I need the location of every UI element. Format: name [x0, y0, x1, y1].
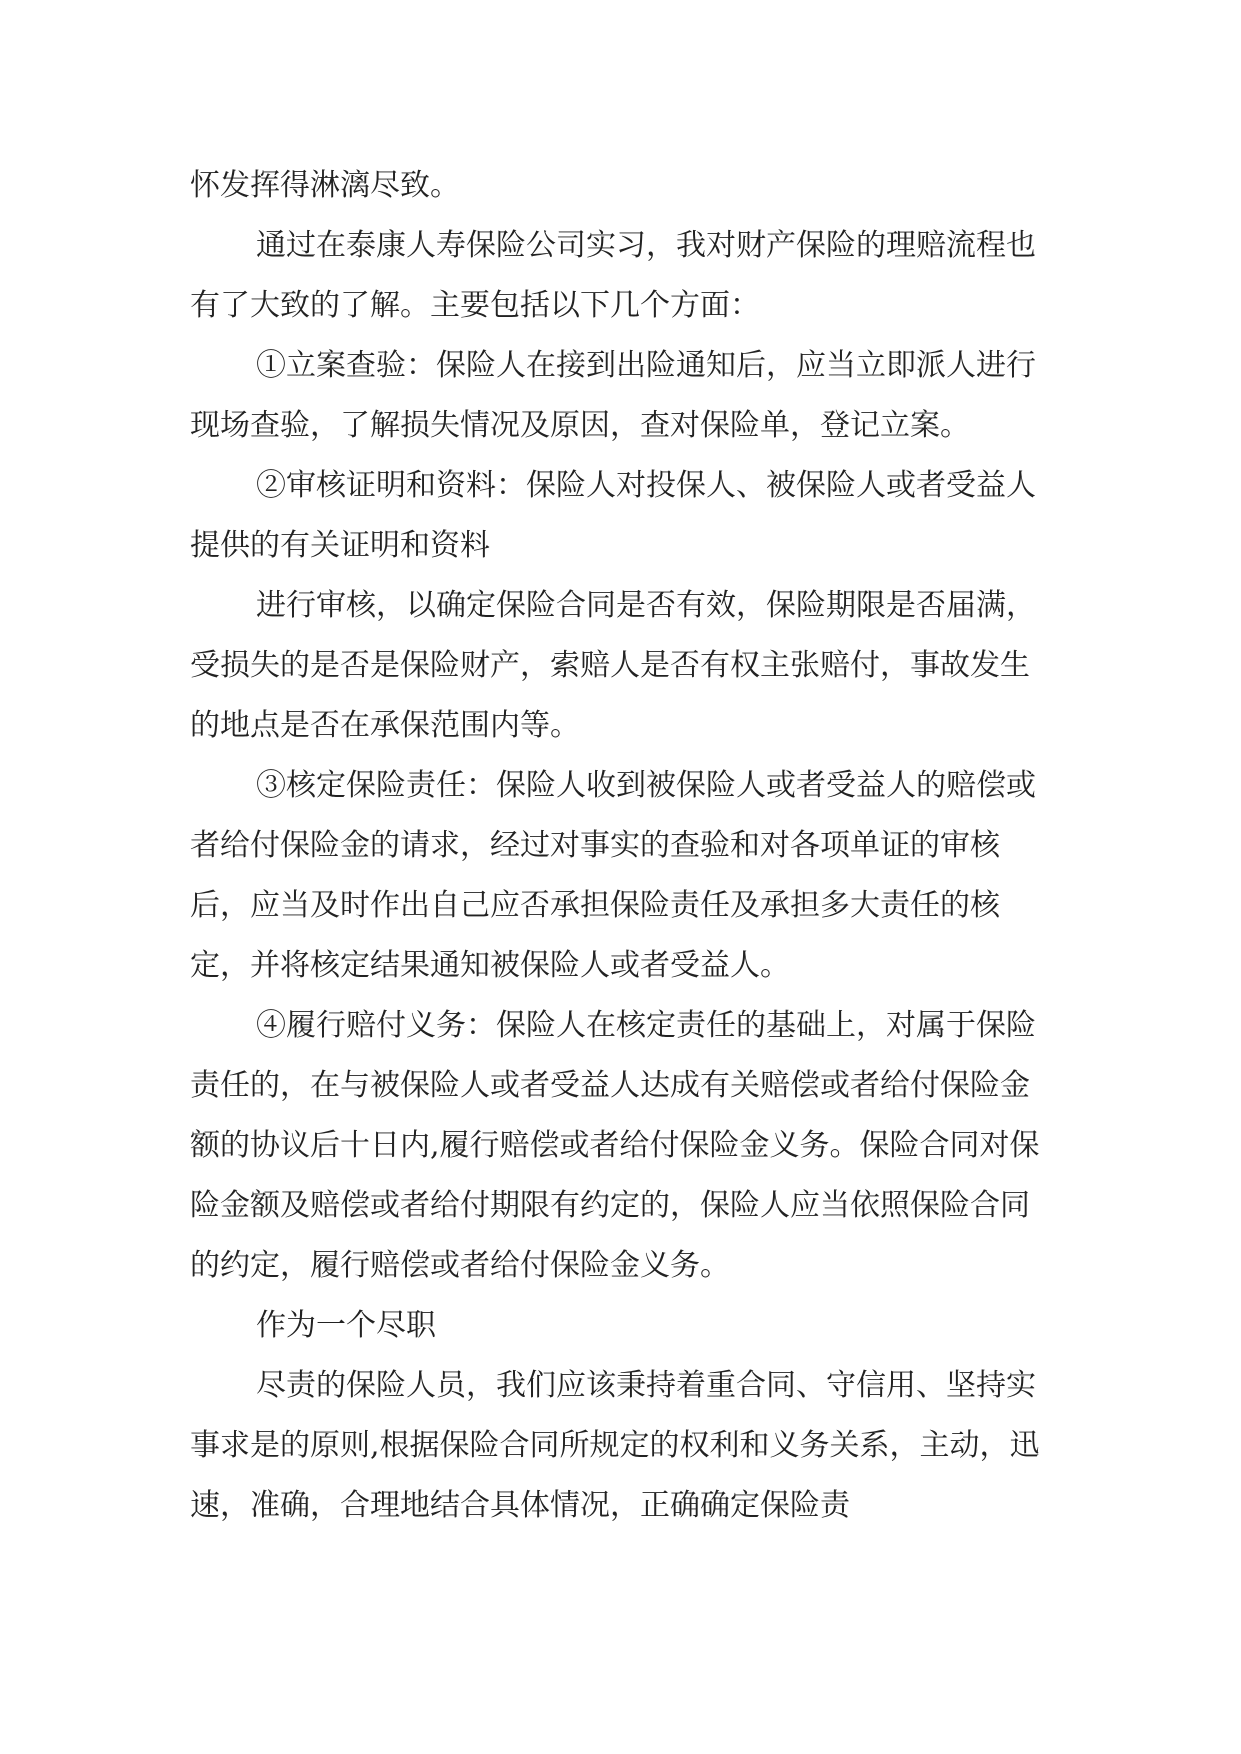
paragraph-conclusion-start: 作为一个尽职: [256, 1308, 436, 1343]
document-body: [190, 156, 1050, 1536]
paragraph-step-1: ①立案查验：保险人在接到出险通知后，应当立即派人进行现场查验，了解损失情况及原因，查对保险单，登记立案。: [190, 348, 1036, 443]
paragraph-step-4: ④履行赔付义务：保险人在核定责任的基础上，对属于保险责任的，在与被保险人或者受益人达成有关赔偿或者给付保险金额的协议后十日内,履行赔偿或者给付保险金义务。保险合同对保险金额及赔偿或者给付期限有约定的，保险人应当依照保险合同的约定，履行赔偿或者给付保险金义务。: [190, 1008, 1040, 1283]
paragraph-step-2: ②审核证明和资料：保险人对投保人、被保险人或者受益人提供的有关证明和资料: [190, 468, 1036, 563]
paragraph-continuation: 怀发挥得淋漓尽致。: [190, 168, 460, 203]
paragraph-step-3: ③核定保险责任：保险人收到被保险人或者受益人的赔偿或者给付保险金的请求，经过对事实的查验和对各项单证的审核后，应当及时作出自己应否承担保险责任及承担多大责任的核定，并将核定结果通知被保险人或者受益人。: [190, 768, 1036, 983]
paragraph-intro: 通过在泰康人寿保险公司实习，我对财产保险的理赔流程也有了大致的了解。主要包括以下几个方面：: [190, 228, 1036, 323]
paragraph-conclusion: 尽责的保险人员，我们应该秉持着重合同、守信用、坚持实事求是的原则,根据保险合同所规定的权利和义务关系，主动，迅速，准确，合理地结合具体情况，正确确定保险责: [190, 1368, 1040, 1523]
paragraph-step-2-continued: 进行审核，以确定保险合同是否有效，保险期限是否届满，受损失的是否是保险财产，索赔人是否有权主张赔付，事故发生的地点是否在承保范围内等。: [190, 588, 1036, 743]
